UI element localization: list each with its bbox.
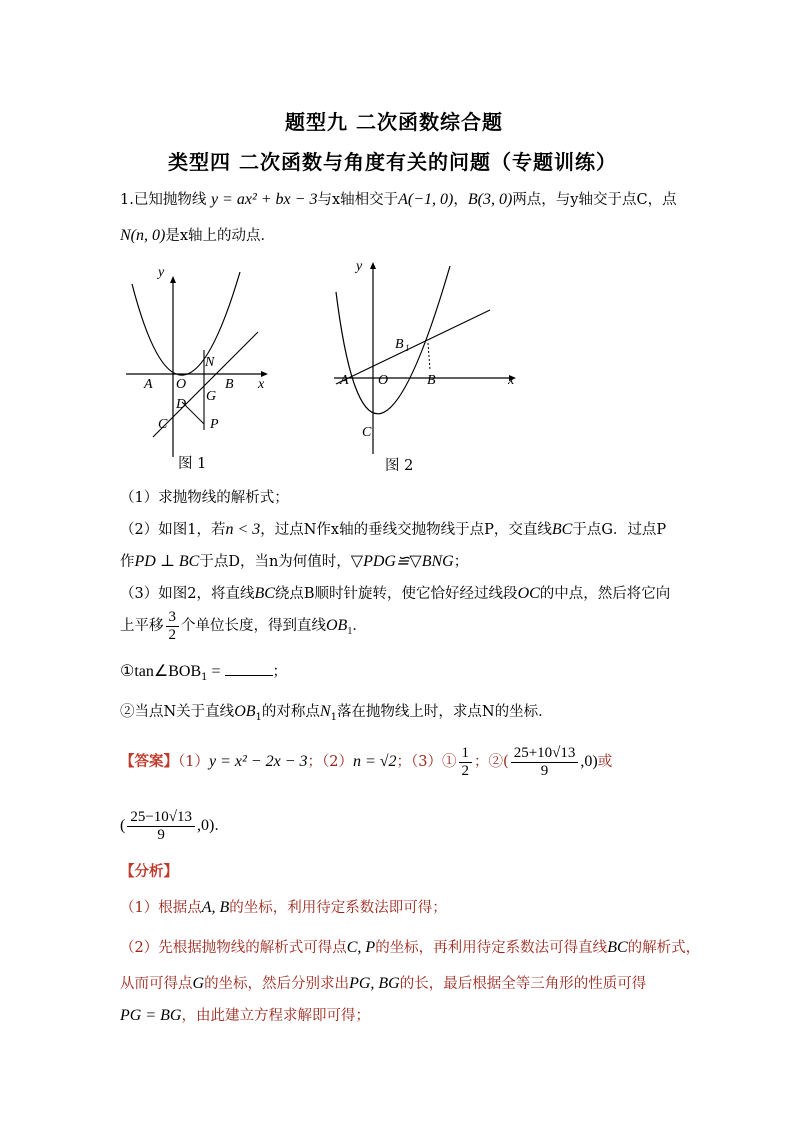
congruence: ▽PDG≌▽BNG [350, 553, 454, 570]
label-g: G [206, 389, 217, 404]
ans-text: ,0) [580, 753, 598, 770]
q-text: 于点G．过点P [572, 522, 667, 538]
equals: = [207, 663, 225, 680]
line-bc-ref: BC [254, 585, 275, 602]
line-bc [153, 332, 258, 437]
segments-pg-bg: PG, BG [349, 975, 400, 992]
answer-line2 [120, 806, 229, 846]
subscript: 1 [201, 671, 208, 683]
q-text: 于点D，当n为何值时， [199, 554, 351, 570]
q-text: 绕点B顺时针旋转，使它恰好经过线段 [274, 586, 518, 602]
frac-den: 9 [540, 762, 549, 779]
tan-expression: ①tan∠BOB [120, 663, 202, 680]
an-text: 从而可得点 [120, 976, 193, 992]
ans-text: ；②( [474, 754, 509, 770]
ans-text: ；（2） [307, 754, 353, 770]
line-bc-ref: BC [551, 521, 573, 538]
frac-num: 25−10√13 [127, 809, 195, 827]
answer-1: y = x² − 2x − 3 [208, 753, 308, 770]
equation-pg-bg: PG = BG [120, 1007, 182, 1024]
frac-den: 9 [157, 826, 165, 843]
frac-den: 2 [168, 626, 176, 643]
subscript: 1 [347, 625, 353, 637]
subscript: 1 [255, 711, 262, 723]
an-text: 的坐标，利用待定系数法即可得； [229, 900, 447, 916]
analysis-line2 [120, 938, 700, 958]
line-ob1: OB [234, 703, 256, 720]
pd-perp-bc: PD ⊥ BC [134, 553, 200, 570]
q-text: （2）如图1，若 [120, 522, 226, 538]
problem-text: ， [453, 192, 468, 208]
label-c: C [158, 417, 168, 432]
ans-text: 或 [597, 754, 613, 770]
label-o: O [176, 377, 187, 392]
answer-2: n = √2 [352, 753, 397, 770]
line-bc-ref: BC [607, 939, 628, 956]
ans-text: ( [120, 817, 126, 834]
q-text: ，过点N作x轴的垂线交抛物线于点P，交直线 [260, 522, 552, 538]
question-2-line2 [120, 552, 468, 572]
dashed-b-b1 [428, 343, 430, 370]
q-text: 的中点，然后将它向 [539, 586, 671, 602]
q-text: 作 [120, 554, 135, 570]
question-3-line1 [120, 584, 670, 604]
answer-tag: 【答案】 [120, 753, 178, 770]
an-text: ，由此建立方程求解即可得； [181, 1008, 370, 1024]
label-x: x [258, 377, 265, 392]
analysis-line3 [120, 974, 646, 994]
label-c: C [362, 425, 372, 440]
page-subtitle: 类型四 二次函数与角度有关的问题（专题训练） [168, 150, 617, 174]
answer-4-fraction [511, 745, 579, 780]
figure-1 [118, 262, 278, 472]
problem-intro-line1 [120, 190, 677, 210]
label-b1: B [395, 337, 404, 352]
problem-text: 已知抛物线 [133, 192, 207, 208]
label-x: x [508, 373, 515, 388]
label-a: A [144, 377, 153, 392]
analysis-tag: 【分析】 [120, 863, 178, 880]
segment-oc: OC [517, 585, 540, 602]
label-d: D [176, 397, 187, 412]
ans-text: ,0) [197, 817, 215, 834]
fraction-3-2 [166, 609, 180, 644]
subscript: 1 [330, 711, 337, 723]
label-b1-sub: 1 [405, 343, 410, 353]
answer-3-fraction [459, 745, 473, 780]
label-n: N [205, 355, 215, 370]
question-2-line1 [120, 520, 666, 540]
parabola-equation: y = ax² + bx − 3 [210, 191, 318, 208]
problem-intro-line2 [120, 226, 275, 246]
q-text: 个单位长度，得到直线 [181, 618, 326, 634]
label-a: A [340, 373, 349, 388]
points-cp: C, P [346, 939, 376, 956]
figure-2-caption: 图 2 [385, 458, 414, 474]
problem-text: 是x轴上的动点． [165, 228, 276, 244]
parabola [336, 266, 450, 414]
q-text: ． [352, 618, 367, 634]
ans-text: ． [214, 818, 229, 834]
an-text: 的长，最后根据全等三角形的性质可得 [399, 976, 647, 992]
question-3-1 [120, 662, 287, 688]
frac-den: 2 [461, 762, 470, 779]
frac-num: 3 [166, 609, 180, 627]
question-3-line2 [120, 608, 367, 644]
ans-text: （1） [178, 754, 209, 770]
an-text: 的解析式， [627, 940, 701, 956]
q-text: ； [453, 554, 469, 570]
parabola [132, 272, 240, 375]
condition-n: n < 3 [225, 521, 261, 538]
line-ob1: OB [326, 617, 348, 634]
q-text: 上平移 [120, 618, 164, 634]
label-p: P [210, 417, 219, 432]
problem-number: 1. [120, 192, 134, 208]
point-n: N(n, 0) [120, 227, 166, 244]
figure-2 [328, 258, 528, 458]
q-text: （3）如图2，将直线 [120, 586, 255, 602]
answer-5-fraction [127, 809, 195, 844]
q-text: ； [272, 664, 288, 680]
an-text: （2）先根据抛物线的解析式可得点 [120, 940, 347, 956]
an-text: 的坐标，再利用待定系数法可得直线 [375, 940, 608, 956]
frac-num: 1 [459, 745, 473, 763]
line-ob1 [336, 310, 490, 384]
question-1: （1）求抛物线的解析式； [120, 490, 289, 506]
y-axis-arrow [170, 276, 176, 283]
points-ab: A, B [201, 899, 230, 916]
point-a: A(−1, 0) [398, 191, 454, 208]
q-text: 的对称点 [261, 704, 320, 720]
an-text: 的坐标，然后分别求出 [204, 976, 350, 992]
question-3-2 [120, 702, 553, 728]
label-b: B [225, 377, 234, 392]
problem-text: 与x轴相交于 [317, 192, 399, 208]
analysis-line4 [120, 1006, 370, 1026]
analysis-line1 [120, 898, 447, 918]
ans-text: ；（3）① [396, 754, 457, 770]
figure-1-caption: 图 1 [178, 456, 207, 472]
page-title: 题型九 二次函数综合题 [285, 110, 503, 134]
answer-blank [225, 663, 273, 676]
q-text: ②当点N关于直线 [120, 704, 235, 720]
label-y: y [356, 259, 363, 274]
label-y: y [158, 265, 165, 280]
point-n1: N [319, 703, 331, 720]
q-text: 落在抛物线上时，求点N的坐标． [336, 704, 553, 720]
y-axis-arrow [370, 262, 376, 269]
problem-text: 两点，与y轴交于点C，点 [512, 192, 677, 208]
label-o: O [378, 373, 389, 388]
point-g: G [192, 975, 205, 992]
point-b: B(3, 0) [467, 191, 513, 208]
an-text: （1）根据点 [120, 900, 202, 916]
frac-num: 25+10√13 [511, 745, 579, 763]
answer-line1 [120, 742, 612, 782]
label-b: B [427, 373, 436, 388]
